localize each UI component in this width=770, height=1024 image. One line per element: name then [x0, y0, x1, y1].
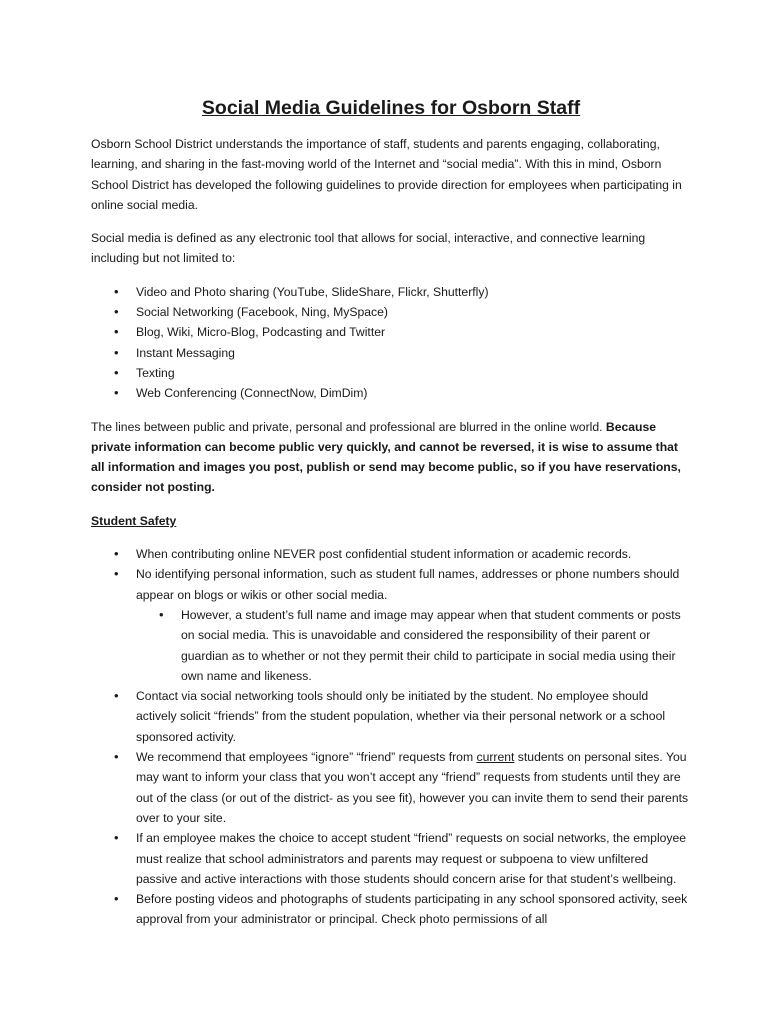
list-item-text: No identifying personal information, such as student full names, addresses or phone numbers should appear on blogs or wikis or other social media.	[136, 567, 680, 602]
list-item: • Before posting videos and photographs of students participating in any school sponsored activity, seek approval from your administrator or principal. Check photo permissions of all	[91, 889, 691, 930]
list-item: • Contact via social networking tools should only be initiated by the student. No employee should actively solicit “friends” from the student population, whether via their personal network or a school sponsored activity.	[91, 686, 691, 747]
intro-paragraph: Osborn School District understands the importance of staff, students and parents engaging, collaborating, learning, and sharing in the fast-moving world of the Internet and “social media”. With this in mind, Osborn School District has developed the following guidelines to provide direction for employees when participating in online social media.	[91, 137, 682, 212]
definition-paragraph: Social media is defined as any electronic tool that allows for social, interactive, and connective learning including but not limited to:	[91, 231, 646, 266]
list-item: • When contributing online NEVER post confidential student information or academic records.	[91, 544, 691, 564]
list-item-text-end: students on personal sites. You may want to inform your class that you won’t accept any “friend” requests from students until they are out of the class (or out of the district- as you see fit), however you can invite them to send their parents over to your site.	[136, 750, 689, 825]
privacy-bold-warning: Because private information can become public very quickly, and cannot be reversed, it is wise to assume that all information and images you post, publish or send may become public, so if you have reservations, consider not posting.	[91, 419, 681, 495]
media-types-list	[91, 282, 691, 404]
list-item: • Web Conferencing (ConnectNow, DimDim)	[91, 383, 691, 403]
list-item: • Instant Messaging	[91, 343, 691, 363]
list-item: • Texting	[91, 363, 691, 383]
sub-list	[136, 605, 691, 686]
list-item: • Social Networking (Facebook, Ning, MySpace)	[91, 302, 691, 322]
list-item: • If an employee makes the choice to accept student “friend” requests on social networks, the employee must realize that school administrators and parents may request or subpoena to view unfiltered passive and active interactions with those students should concern arise for that student’s wellbeing.	[91, 828, 691, 889]
list-item	[91, 747, 691, 828]
document-body	[91, 96, 691, 930]
document-title: Social Media Guidelines for Osborn Staff	[201, 97, 581, 119]
list-item	[91, 564, 691, 686]
list-item: • Video and Photo sharing (YouTube, SlideShare, Flickr, Shutterfly)	[91, 282, 691, 302]
sub-list-item: • However, a student’s full name and image may appear when that student comments or posts on social media. This is unavoidable and considered the responsibility of their parent or guardian as to whether or not they permit their child to participate in social media using their own name and likeness.	[136, 605, 691, 686]
student-safety-list	[91, 544, 691, 930]
privacy-plain-text: The lines between public and private, personal and professional are blurred in the online world.	[91, 419, 606, 434]
list-item-text-start: We recommend that employees “ignore” “friend” requests from	[136, 750, 477, 765]
student-safety-heading: Student Safety	[91, 513, 177, 528]
privacy-paragraph	[91, 417, 691, 498]
list-item: • Blog, Wiki, Micro-Blog, Podcasting and Twitter	[91, 322, 691, 342]
underlined-word: current	[476, 750, 515, 765]
